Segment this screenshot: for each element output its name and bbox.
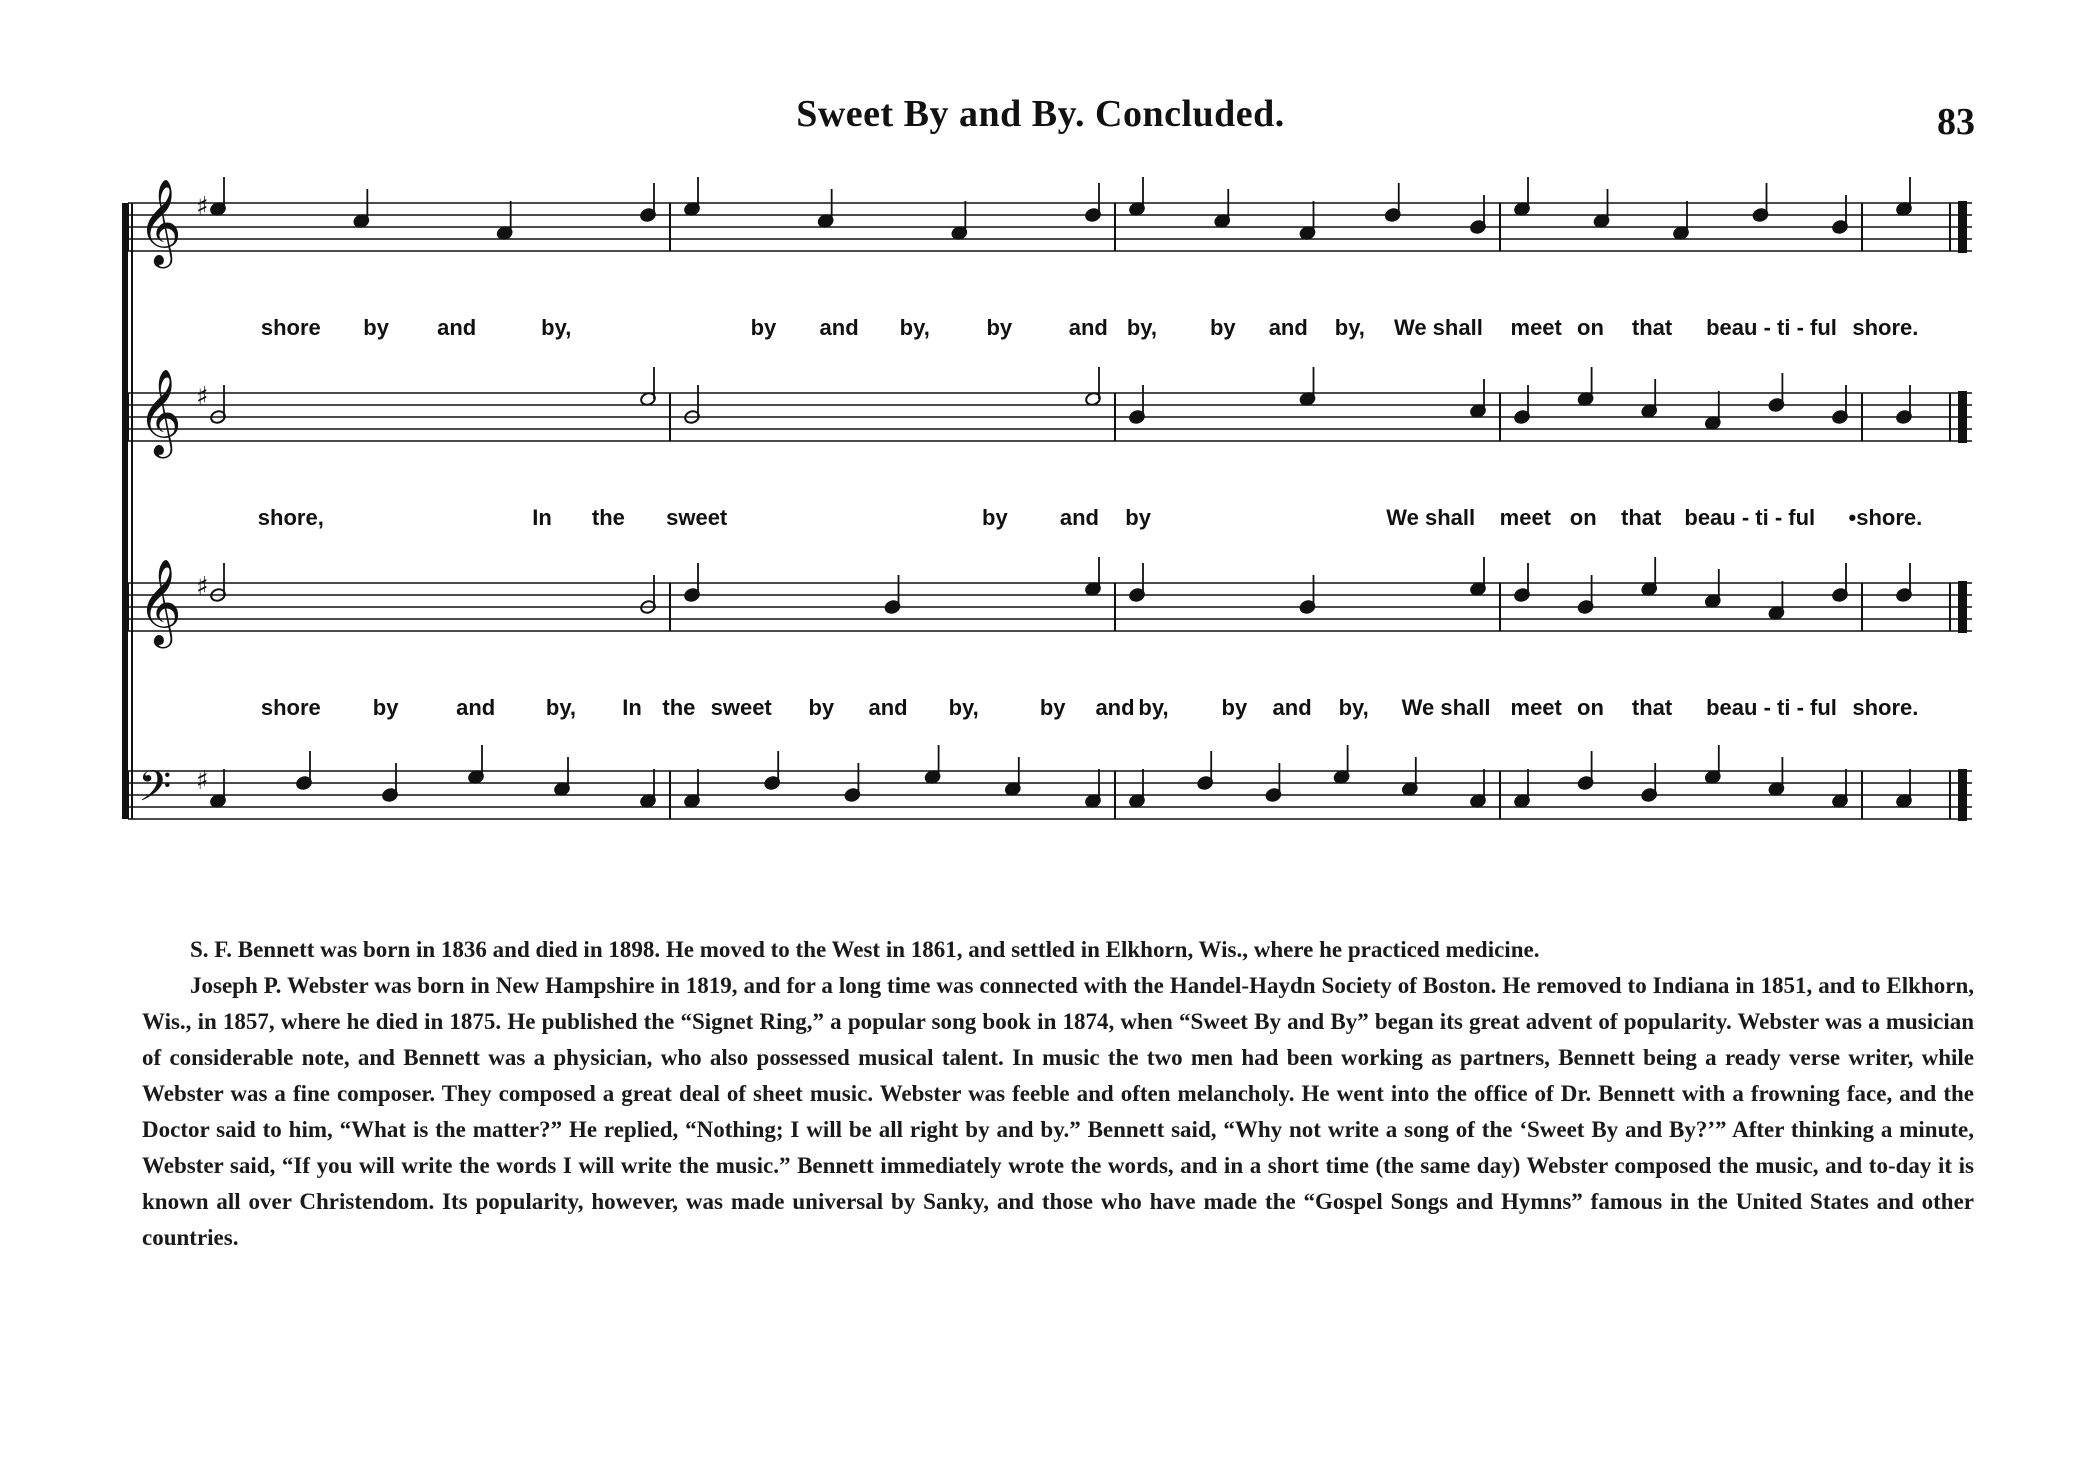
final-bar-thick — [1958, 201, 1967, 253]
final-bar-thick — [1958, 581, 1967, 633]
paragraph-bennett: S. F. Bennett was born in 1836 and died in 1898. He moved to the West in 1861, and settled in Elkhorn, Wis., where he practiced medicine. — [190, 937, 1540, 962]
lyric-syllable: that — [1631, 315, 1673, 340]
lyric-syllable: We shall — [1393, 315, 1483, 340]
lyric-syllable: by, — [1138, 695, 1169, 720]
lyric-syllable: In — [622, 695, 642, 720]
lyric-syllable: shore — [260, 315, 321, 340]
lyric-syllable: by — [1209, 315, 1236, 340]
lyric-syllable: the — [591, 505, 625, 530]
lyric-syllable: by — [750, 315, 777, 340]
lyric-syllable: and — [1095, 695, 1135, 720]
lyric-syllable: by, — [948, 695, 979, 720]
lyric-syllable: by — [982, 505, 1008, 530]
lyric-syllable: In — [532, 505, 552, 530]
lyric-syllable: shore. — [1852, 695, 1919, 720]
page-title: Sweet By and By. Concluded. — [796, 93, 1285, 135]
lyric-syllable: on — [1577, 695, 1604, 720]
lyric-syllable: by — [1125, 505, 1151, 530]
lyric-syllable: and — [437, 315, 477, 340]
biography-text — [142, 932, 1974, 1256]
sharp-icon: ♯ — [196, 766, 209, 796]
treble-clef-icon: 𝄞 — [138, 179, 182, 265]
lyric-syllable: shore, — [257, 505, 324, 530]
lyric-syllable: by, — [1334, 315, 1365, 340]
lyric-syllable: by, — [541, 315, 572, 340]
lyric-syllable: We shall — [1386, 505, 1476, 530]
page-number: 83 — [1937, 101, 1975, 143]
lyric-syllable: and — [1059, 505, 1099, 530]
lyric-syllable: sweet — [666, 505, 728, 530]
lyric-syllable: by — [1221, 695, 1248, 720]
lyrics-row-3 — [0, 695, 2081, 729]
lyric-syllable: by — [808, 695, 835, 720]
lyric-syllable: by — [986, 315, 1013, 340]
treble-clef-icon: 𝄞 — [138, 369, 182, 455]
lyric-syllable: by — [363, 315, 389, 340]
sharp-icon: ♯ — [196, 382, 209, 412]
lyric-syllable: meet — [1510, 315, 1562, 340]
sharp-icon: ♯ — [196, 192, 209, 222]
lyric-syllable: sweet — [710, 695, 772, 720]
lyric-syllable: on — [1569, 505, 1597, 530]
lyric-syllable: and — [1272, 695, 1312, 720]
lyric-syllable: by, — [899, 315, 930, 340]
lyric-syllable: and — [868, 695, 908, 720]
lyric-syllable: We shall — [1401, 695, 1491, 720]
lyric-syllable: by, — [545, 695, 577, 720]
lyric-syllable: beau - ti - ful — [1706, 315, 1837, 340]
lyric-syllable: by — [372, 695, 399, 720]
lyric-syllable: that — [1621, 505, 1662, 530]
treble-clef-icon: 𝄞 — [138, 559, 182, 645]
bass-clef-icon: 𝄢 — [138, 762, 172, 822]
lyrics-row-1 — [0, 315, 2081, 349]
lyric-syllable: shore. — [1852, 315, 1919, 340]
lyric-syllable: and — [819, 315, 859, 340]
lyric-syllable: on — [1577, 315, 1604, 340]
lyric-syllable: shore — [260, 695, 321, 720]
final-bar-thick — [1958, 391, 1967, 443]
lyric-syllable: meet — [1499, 505, 1552, 530]
lyric-syllable: by, — [1126, 315, 1158, 340]
lyrics-row-2 — [0, 505, 2081, 539]
lyric-syllable: beau - ti - ful — [1684, 505, 1816, 530]
lyric-syllable: that — [1631, 695, 1673, 720]
lyric-syllable: beau - ti - ful — [1706, 695, 1837, 720]
paragraph-webster: Joseph P. Webster was born in New Hampshire in 1819, and for a long time was connected with the Handel-Haydn Society of Boston. He removed to Indiana in 1851, and to Elkhorn, Wis., in 1857, where he died in 1875. He published the “Signet Ring,” a popular song book in 1874, when “Sweet By and By” began its great advent of popularity. Webster was a musician of considerable note, and Bennett was a physician, who also possessed musical talent. In music the two men had been working as partners, Bennett being a ready verse writer, while Webster was a fine composer. They composed a great deal of sheet music. Webster was feeble and often melancholy. He went into the office of Dr. Bennett with a frowning face, and the Doctor said to him, “What is the matter?” He replied, “Nothing; I will be all right by and by.” Bennett said, “Why not write a song of the ‘Sweet By and By?’” After thinking a minute, Webster said, “If you will write the words I will write the music.” Bennett immediately wrote the words, and in a short time (the same day) Webster composed the music, and to-day it is known all over Christendom. Its popularity, however, was made universal by Sanky, and those who have made the “Gospel Songs and Hymns” famous in the United States and other countries. — [142, 973, 1974, 1250]
lyric-syllable: •shore. — [1848, 505, 1923, 530]
lyric-syllable: by — [1039, 695, 1066, 720]
lyric-syllable: the — [662, 695, 696, 720]
lyric-syllable: by, — [1338, 695, 1369, 720]
final-bar-thick — [1958, 769, 1967, 821]
sharp-icon: ♯ — [196, 572, 209, 602]
lyric-syllable: and — [456, 695, 496, 720]
lyric-syllable: meet — [1510, 695, 1562, 720]
lyric-syllable: and — [1268, 315, 1308, 340]
lyric-syllable: and — [1068, 315, 1108, 340]
